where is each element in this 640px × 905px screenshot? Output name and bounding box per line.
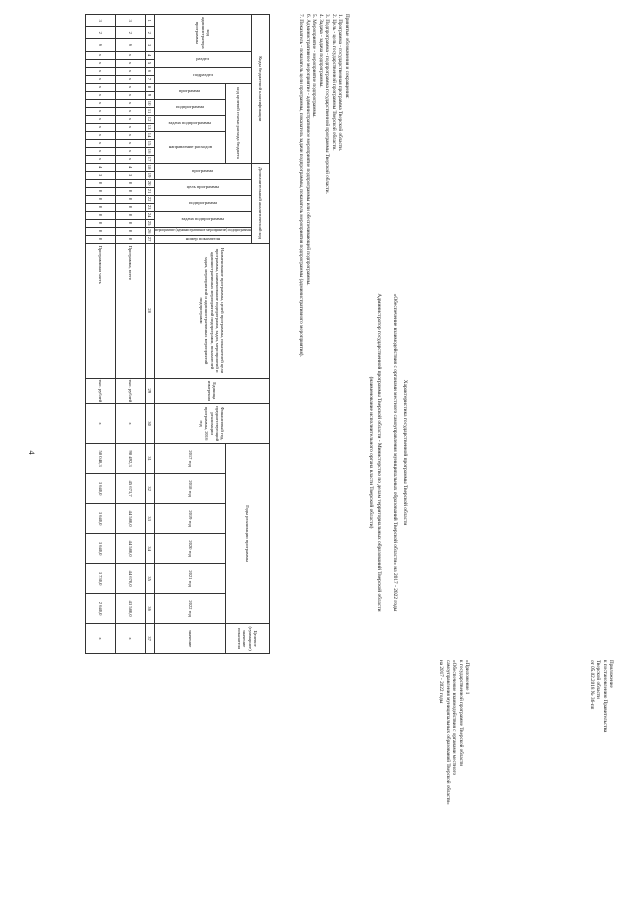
code-cell: х — [115, 67, 145, 75]
code-cell: х — [115, 91, 145, 99]
code-cell: 0 — [115, 195, 145, 203]
code-cell: 3 — [85, 171, 115, 179]
row-total: х — [115, 624, 145, 654]
year-2020-header: 2020 год — [154, 534, 225, 564]
row-fin2016: х — [115, 404, 145, 444]
code-cell: 4 — [115, 163, 145, 171]
code-cell: х — [115, 131, 145, 139]
code-cell: 3 — [115, 171, 145, 179]
col-number: 29 — [145, 378, 154, 404]
appendix-line: Приложение — [608, 660, 614, 688]
code-cell: 0 — [85, 195, 115, 203]
appendix-line: самоуправления муниципальных образований Тверской области» — [444, 660, 451, 805]
col-number: 9 — [145, 91, 154, 99]
notes-item: 6. Административное мероприятие - административное мероприятие подпрограммы или обеспечивающей подпрограммы. — [305, 14, 311, 286]
row-name: Программа, всего — [115, 243, 145, 378]
code-cell: х — [85, 115, 115, 123]
col-number: 27 — [145, 235, 154, 243]
col-number: 2 — [145, 27, 154, 39]
col-number: 16 — [145, 147, 154, 155]
row-value-2021: 44 670,0 — [115, 564, 145, 594]
col-number: 4 — [145, 51, 154, 59]
notes-intro: Принятые обозначения и сокращения: — [344, 14, 350, 99]
col-number: 8 — [145, 83, 154, 91]
code-cell: х — [85, 131, 115, 139]
code-cell: 6 — [85, 39, 115, 51]
name-header: Наименование программы, целей программы, показателей цели программы, наименование подпрограмм, задач, мероприятий и административных мероприятий подпрограмм, показателей задач, мероприятий и административных мероприятий подпрограмм — [154, 243, 269, 378]
appendix-line: на 2017 - 2022 годы — [438, 660, 445, 704]
row-name: Программная часть — [85, 243, 115, 378]
code-cell: х — [115, 147, 145, 155]
code-cell: х — [85, 155, 115, 163]
subsection-header: подраздел — [154, 67, 251, 83]
col-number: 24 — [145, 211, 154, 219]
col-number: 11 — [145, 107, 154, 115]
notes-item: 1. Программа - государственная программа Тверской области. — [337, 14, 344, 152]
row-value-2018: 3 640,0 — [85, 474, 115, 504]
code-cell: 0 — [85, 235, 115, 243]
target-subprogram-header: подпрограмма — [154, 99, 225, 115]
row-unit: тыс. рублей — [115, 378, 145, 404]
code-cell: 0 — [85, 211, 115, 219]
indicator-number-header: номер показателя — [154, 235, 251, 243]
year-2018-header: 2018 год — [154, 474, 225, 504]
row-value-2018: 45 673,7 — [115, 474, 145, 504]
unit-header: Единица измерения — [154, 378, 269, 404]
row-value-2017: 58 048,3 — [85, 444, 115, 474]
code-cell: 0 — [85, 179, 115, 187]
code-cell: х — [85, 67, 115, 75]
code-cell: 0 — [85, 227, 115, 235]
code-cell: 0 — [115, 211, 145, 219]
code-cell: 0 — [85, 203, 115, 211]
code-cell: х — [85, 59, 115, 67]
appendix-line: к государственной программе Тверской области — [457, 660, 464, 767]
code-cell: х — [85, 123, 115, 131]
appendix-block-1 — [588, 660, 614, 732]
col-number: 6 — [145, 67, 154, 75]
code-cell: х — [85, 107, 115, 115]
year-2017-header: 2017 год — [154, 444, 225, 474]
admin-code-header: код администратора программы — [154, 15, 251, 52]
code-cell: х — [115, 59, 145, 67]
notes-item: 5. Мероприятие - мероприятие подпрограммы. — [311, 14, 318, 118]
notes-item: 7. Показатель - показатель цели программы, показатель задачи подпрограммы, показатель мероприятия подпрограммы (административного мероприятия). — [298, 14, 305, 357]
col-number: 13 — [145, 123, 154, 131]
col-number: 21 — [145, 187, 154, 195]
col-number: 31 — [145, 444, 154, 474]
year-2021-header: 2021 год — [154, 564, 225, 594]
heading-line-3: Администратор государственной программы Тверской области - Министерство по делам территориальных образований Тверской области — [376, 293, 382, 612]
code-cell: 0 — [115, 187, 145, 195]
col-number: 10 — [145, 99, 154, 107]
code-cell: х — [115, 155, 145, 163]
code-cell: 0 — [115, 227, 145, 235]
row-value-2022: 43 580,0 — [115, 594, 145, 624]
characteristics-table — [85, 14, 270, 654]
code-cell: 6 — [115, 39, 145, 51]
code-cell: х — [115, 51, 145, 59]
years-header: Годы реализации программы — [225, 444, 269, 624]
abbreviations-notes — [298, 14, 350, 357]
target-article-header: код целевой статьи расхода бюджета — [225, 83, 251, 163]
col-number: 28 — [145, 243, 154, 378]
code-cell: 4 — [85, 163, 115, 171]
extra-subprogram-header: подпрограмма — [154, 195, 251, 211]
col-number: 35 — [145, 564, 154, 594]
budget-codes-header: Коды бюджетной классификации — [252, 15, 270, 164]
target-task-header: задача подпрограммы — [154, 115, 225, 131]
code-cell: 3 — [115, 15, 145, 27]
table-row — [115, 15, 145, 654]
code-cell: х — [85, 91, 115, 99]
code-cell: х — [115, 123, 145, 131]
col-number: 1 — [145, 15, 154, 27]
row-value-2020: 44 580,0 — [115, 534, 145, 564]
col-number: 25 — [145, 219, 154, 227]
target-direction-header: направление расходов — [154, 131, 225, 163]
code-cell: 2 — [115, 27, 145, 39]
extra-event-header: мероприятие (административное мероприятие) подпрограммы — [154, 227, 251, 235]
row-value-2017: 98 492,3 — [115, 444, 145, 474]
col-number: 37 — [145, 624, 154, 654]
col-number: 23 — [145, 203, 154, 211]
row-unit: тыс. рублей — [85, 378, 115, 404]
row-value-2019: 3 640,0 — [85, 504, 115, 534]
code-cell: 0 — [85, 187, 115, 195]
page-number: 4 — [27, 450, 36, 455]
fin2016-header: Финансовый год, предшествующий реализации программы, 2016 год — [154, 404, 269, 444]
col-number: 30 — [145, 404, 154, 444]
col-number: 20 — [145, 179, 154, 187]
total-header: Целевое (суммарное) значение показателя — [225, 624, 269, 654]
col-number: 26 — [145, 227, 154, 235]
heading-line-1: Характеристика государственной программы Тверской области — [402, 379, 408, 526]
code-cell: х — [85, 99, 115, 107]
extra-program-header: программа — [154, 163, 251, 179]
code-cell: х — [85, 75, 115, 83]
row-value-2020: 3 640,0 — [85, 534, 115, 564]
col-number: 15 — [145, 139, 154, 147]
col-number: 17 — [145, 155, 154, 163]
target-program-header: программа — [154, 83, 225, 99]
col-number: 19 — [145, 171, 154, 179]
notes-item: 2. Цель - цель государственной программы Тверской области. — [331, 14, 337, 151]
table-row — [85, 15, 115, 654]
extra-task-header: задача подпрограммы — [154, 211, 251, 227]
code-cell: х — [85, 139, 115, 147]
code-cell: х — [115, 75, 145, 83]
notes-item: 4. Задача - задача подпрограммы. — [318, 14, 324, 88]
appendix-block-2 — [438, 660, 470, 805]
characteristics-table-wrap — [85, 14, 270, 654]
code-cell: х — [115, 115, 145, 123]
col-number: 18 — [145, 163, 154, 171]
appendix-line: к постановлению Правительства — [601, 660, 608, 733]
col-number: 34 — [145, 534, 154, 564]
heading-line-4: (наименование исполнительного органа власти Тверской области) — [368, 376, 374, 529]
col-number: 5 — [145, 59, 154, 67]
row-fin2016: х — [85, 404, 115, 444]
section-header: раздел — [154, 51, 251, 67]
appendix-line: «Обеспечение взаимодействия с органами местного — [451, 660, 458, 776]
code-cell: 2 — [85, 27, 115, 39]
row-value-2021: 3 730,0 — [85, 564, 115, 594]
code-cell: х — [85, 51, 115, 59]
code-cell: х — [85, 147, 115, 155]
col-number: 22 — [145, 195, 154, 203]
row-value-2019: 44 580,0 — [115, 504, 145, 534]
total-value-header: значение — [154, 624, 225, 654]
code-cell: 0 — [115, 179, 145, 187]
col-number: 12 — [145, 115, 154, 123]
col-number: 14 — [145, 131, 154, 139]
col-number: 36 — [145, 594, 154, 624]
heading-line-2: «Обеспечение взаимодействия с органами местного самоуправления муниципальных образований Тверской области» на 2017 - 2022 годы — [392, 293, 398, 612]
code-cell: х — [115, 83, 145, 91]
code-cell: 0 — [115, 219, 145, 227]
extra-goal-header: цель программы — [154, 179, 251, 195]
row-value-2022: 2 640,0 — [85, 594, 115, 624]
notes-item: 3. Подпрограмма - подпрограмма государственной программы Тверской области. — [324, 14, 331, 194]
col-number: 7 — [145, 75, 154, 83]
code-cell: х — [115, 99, 145, 107]
code-cell: 0 — [115, 235, 145, 243]
col-number: 32 — [145, 474, 154, 504]
code-cell: х — [115, 139, 145, 147]
year-2022-header: 2022 год — [154, 594, 225, 624]
code-cell: х — [85, 83, 115, 91]
code-cell: х — [115, 107, 145, 115]
code-cell: 0 — [85, 219, 115, 227]
column-numbers-row — [145, 15, 154, 654]
col-number: 3 — [145, 39, 154, 51]
code-cell: 0 — [115, 203, 145, 211]
appendix-line: от 05.02.2018 № 36-пп — [588, 660, 595, 710]
col-number: 33 — [145, 504, 154, 534]
year-2019-header: 2019 год — [154, 504, 225, 534]
appendix-line: «Приложение 1 — [464, 660, 470, 695]
row-total: х — [85, 624, 115, 654]
extra-code-header: Дополнительный аналитический код — [252, 163, 270, 243]
appendix-line: Тверской области — [595, 660, 602, 699]
code-cell: 3 — [85, 15, 115, 27]
